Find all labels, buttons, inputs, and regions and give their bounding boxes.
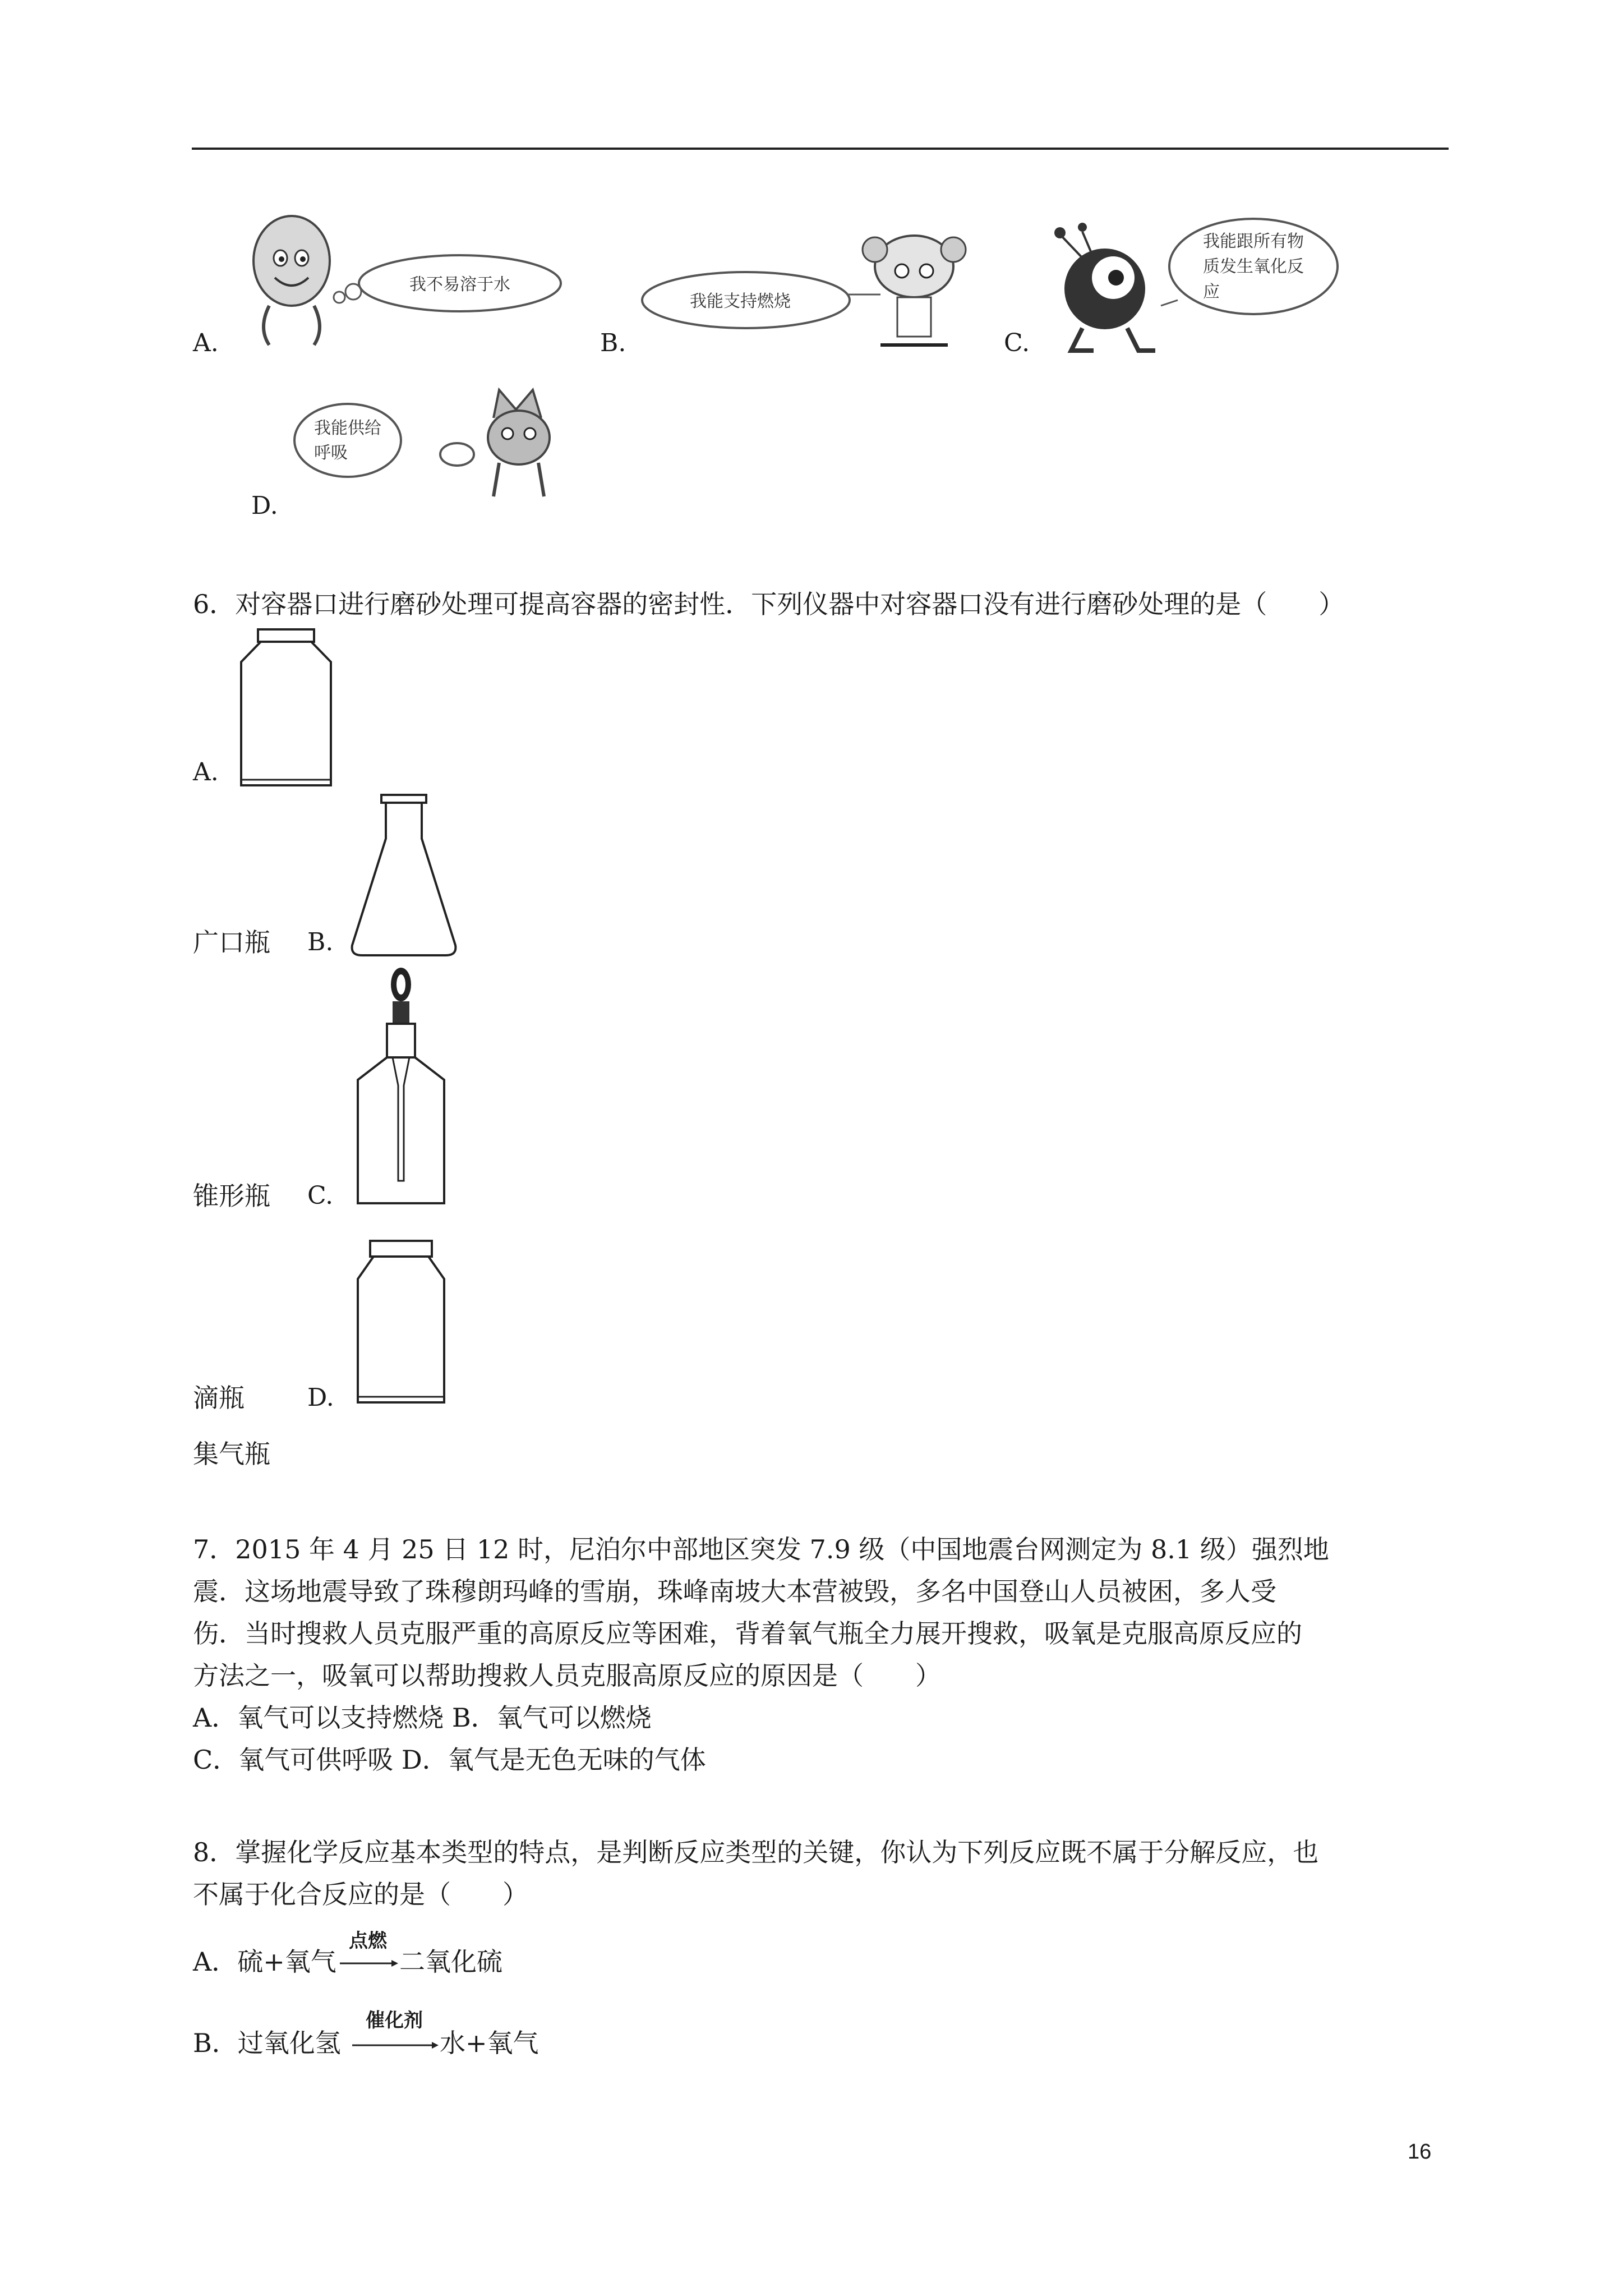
q6-option-a-name: 广口瓶 xyxy=(193,927,270,958)
page-number: 16 xyxy=(1408,2140,1432,2164)
q8-option-a-condition: 点燃 xyxy=(349,1930,387,1952)
cartoon-cat-character xyxy=(292,384,606,513)
wide-mouth-bottle-illustration xyxy=(236,628,336,791)
cartoon-girl-character xyxy=(634,227,970,356)
erlenmeyer-flask-illustration xyxy=(348,794,460,962)
q8-option-a-product: 二氧化硫 xyxy=(399,1947,502,1977)
q8-option-b-prefix: B．过氧化氢 xyxy=(193,2028,341,2058)
q6-option-a-label: A. xyxy=(193,758,219,786)
q6-option-b-label: B. xyxy=(307,928,334,956)
reaction-arrow-a xyxy=(340,1959,399,1968)
bubble-text-d-line2: 呼吸 xyxy=(314,443,348,463)
q5-option-d-label: D. xyxy=(251,491,278,520)
gas-collecting-bottle-illustration xyxy=(353,1240,449,1408)
q8-line-2: 不属于化合反应的是（ ） xyxy=(193,1879,528,1910)
cartoon-ball-character xyxy=(236,194,572,362)
dropper-bottle-illustration xyxy=(353,968,449,1209)
q7-options-row-2: C．氧气可供呼吸 D．氧气是无色无味的气体 xyxy=(193,1745,706,1775)
q7-line-2: 震．这场地震导致了珠穆朗玛峰的雪崩，珠峰南坡大本营被毁，多名中国登山人员被困，多人受 xyxy=(193,1576,1276,1607)
reaction-arrow-b xyxy=(352,2041,439,2050)
q7-options-row-1: A．氧气可以支持燃烧 B．氧气可以燃烧 xyxy=(193,1703,652,1733)
q6-option-d-label: D. xyxy=(307,1383,334,1412)
q7-line-4: 方法之一，吸氧可以帮助搜救人员克服高原反应的原因是（ ） xyxy=(193,1660,941,1691)
bubble-text-c-line3: 应 xyxy=(1203,282,1220,302)
bubble-text-c-line2: 质发生氧化反 xyxy=(1203,257,1304,277)
q5-option-b-label: B. xyxy=(600,329,626,357)
bubble-text-b: 我能支持燃烧 xyxy=(690,292,791,311)
q7-line-3: 伤．当时搜救人员克服严重的高原反应等困难，背着氧气瓶全力展开搜救，吸氧是克服高原反应的 xyxy=(193,1618,1302,1649)
q5-option-c-label: C. xyxy=(1004,329,1030,357)
q6-option-c-name: 滴瓶 xyxy=(193,1383,245,1413)
bubble-text-c-line1: 我能跟所有物 xyxy=(1203,232,1304,251)
q6-option-c-label: C. xyxy=(307,1181,334,1210)
q6-option-d-name: 集气瓶 xyxy=(193,1439,270,1469)
bubble-text-a: 我不易溶于水 xyxy=(409,275,510,295)
q8-line-1: 8．掌握化学反应基本类型的特点，是判断反应类型的关键，你认为下列反应既不属于分解反应，也 xyxy=(193,1837,1319,1867)
q8-option-b-product: 水+氧气 xyxy=(440,2028,539,2058)
header-rule xyxy=(192,148,1449,150)
q6-option-b-name: 锥形瓶 xyxy=(193,1181,270,1211)
q6-stem: 6．对容器口进行磨砂处理可提高容器的密封性．下列仪器中对容器口没有进行磨砂处理的是（ ） xyxy=(193,589,1345,619)
bubble-text-d-line1: 我能供给 xyxy=(314,418,381,438)
q7-line-1: 7．2015 年 4 月 25 日 12 时，尼泊尔中部地区突发 7.9 级（中国地震台网测定为 8.1 级）强烈地 xyxy=(193,1534,1329,1565)
q5-option-a-label: A. xyxy=(193,329,219,357)
q8-option-a-prefix: A．硫+氧气 xyxy=(193,1947,336,1977)
cartoon-bug-character xyxy=(1043,216,1357,362)
q8-option-b-condition: 催化剂 xyxy=(366,2009,423,2032)
